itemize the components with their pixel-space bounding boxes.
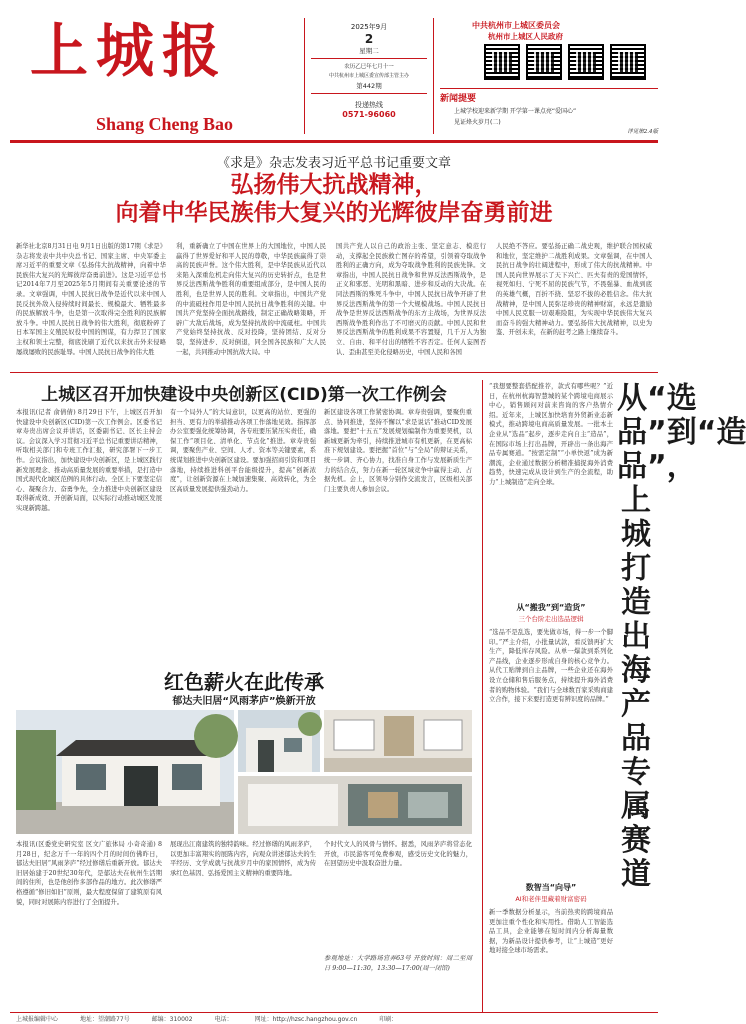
fire-visit-info: 参观地址：大学路场官弄63号 开放时间：周二至周日 9:00—11:30，13:30—17:00(周一闭馆) [324,955,472,972]
news-brief [440,88,658,134]
issue-info [304,18,434,134]
issue-lunar: 农历乙巳年七月十一 [344,64,394,70]
cross-border-body-3: 新一季数据分析显示，当前热卖的跨境商品更加注重个性化和实用性。借助人工智能选品工具，企业能够在短时间内分析海量数据，为新品设计提供参考，让“上城造”更好地对接全球市场需求。 [489,909,613,955]
hotline-number: 0571-96060 [342,110,396,119]
issue-number: 第442期 [356,82,382,90]
issue-sponsor: 中共杭州市上城区委宣传部主管主办 [328,73,409,79]
cross-border-sub1b: 三个台阶走出选品逻辑 [518,615,584,623]
news-brief-item-1[interactable]: 上城学校迎来新学期 开学第一课点亮“爱国心” [454,108,577,115]
fire-title: 红色薪火在此传承 [164,670,324,694]
issue-date: 2025年9月 [350,23,388,31]
lead-column-4: 人民绝不答应。要弘扬正确二战史观，维护联合国权威和地位，坚定维护二战胜利成果。文章强调，在中国人民抗日战争的壮阔进程中，形成了伟大的抗战精神。中国人民向世界展示了天下兴亡、匹夫有责的爱国情怀，视死如归、宁死不屈的民族气节，不畏强暴、血战到底的英雄气概，百折不挠、坚忍不拔的必胜信念。伟大抗战精神，是中国人民弥足珍贵的精神财富，永远是激励中国人民克服一切艰难险阻，为实现中华民族伟大复兴而奋斗的强大精神动力。要弘扬伟大抗战精神，以史为鉴、开创未来，在新的赶考之路上继续奋斗。 [496,243,652,337]
news-brief-label: 新闻提要 [440,94,477,104]
footer-website-link[interactable]: 网址：http://hzsc.hangzhou.gov.cn [254,1016,358,1023]
lead-kicker: 《求是》杂志发表习近平总书记重要文章 [216,156,451,171]
cross-border-sub2: 数智当“向导” [525,883,577,892]
cross-border-title: 从“选品”到“造品”，上城打造出海产品专属赛道 [617,381,746,892]
cid-column-1: 本报讯(记者 俞倩倩) 8月29日下午，上城区召开加快建设中央创新区(CID)第一次工作例会。区委书记章寿贵出席会议并讲话，区委副书记、区长主持会议。会议深入学习贯彻习近平总书记重要讲话精神，听取相关部门和专班工作汇报，研究部署下一步工作。会议指出，加快建设中央创新区，是上城区践行新发展理念、推动高质量发展的重要举措，是打造中国式现代化城区范例的具体行动。全区上下要坚定信心、凝聚合力、奋勇争先，全力推进中央创新区建设取得新成效、开创新局面，以实际行动推动城区发展实现新跨越。 [16,409,162,512]
qr-code-2 [526,44,562,80]
lead-column-1: 新华社北京8月31日电 9月1日出版的第17期《求是》杂志将发表中共中央总书记、国家主席、中央军委主席习近平的重要文章《弘扬伟大抗战精神，向着中华民族伟大复兴的光辉彼岸奋勇前进》。这是习近平总书记2014年7月至2025年5月期间有关重要论述的节录。文章强调，中国人民抗日战争是近代以来中国人民反抗外敌入侵持续时间最长、规模最大、牺牲最多的民族解放斗争，也是第一次取得完全胜利的民族解放斗争。中国人民抗日战争的伟大胜利，彻底粉碎了日本军国主义殖民奴役中国的图谋，有力捍卫了国家主权和领土完整，彻底洗刷了近代以来抗击外来侵略屡战屡败的民族耻辱。中国人民抗日战争的伟大胜 [16,243,166,356]
lead-title-1: 弘扬伟大抗战精神， [230,172,438,198]
issue-day: 2 [364,32,374,46]
footer [16,1014,656,1023]
fire-column-2: 展现出江南建筑的独特韵味。经过修缮的风雨茅庐，以更加丰富翔实的展陈内容，向观众讲述郁达夫的生平经历、文学成就与抗战岁月中的家国情怀，成为传承红色基因、弘扬爱国主义精神的重要阵地。 [170,841,316,877]
fire-column-1: 本报讯(区委党史研究室 区文广旅体局 小奇奇通) 8月28日，纪念万千一年的四个月的时间仿佛昨日，郁达夫旧居“风雨茅庐”经过修缮后重新开放。郁达夫旧居始建于20世纪30年代，是郁达夫在杭州生活期间的住所，也是他创作多部作品的地方。此次修缮严格遵循“修旧如旧”原则，最大程度保留了建筑原有风貌，同时对展陈内容进行了全面提升。 [16,841,162,906]
cid-column-2: 有一个局外人”的大局意识，以更高的站位、更强的担当、更有力的举措推动各项工作落地见效。指挥部办公室要强化统筹协调，各专班要压紧压实责任，确保工作“项目化、清单化、节点化”推进。章寿贵强调，要聚焦产业、空间、人才、资本等关键要素，系统谋划推进中央创新区建设。要加强招商引资和项目落地，持续推进科创平台能级提升，提高“创新浓度”，让创新资源在上城加速集聚、高效转化，为全区高质量发展提供强劲动力。 [170,409,316,493]
lead-title-2: 向着中华民族伟大复兴的光辉彼岸奋勇前进 [115,200,553,226]
org-name-2: 杭州市上城区人民政府 [488,32,563,41]
footer-postcode: 邮编：310002 [151,1016,193,1023]
section-rule [10,372,658,373]
org-name-1: 中共杭州市上城区委员会 [472,21,560,30]
former-residence-photo [16,710,234,834]
cid-column-3: 新区建设各项工作紧密协调。章寿贵强调，要聚焦重点、协同推进，坚持不懈以“求是说话”推动CID发展落地。要把“十五五”发展规划编制作为重要契机，以新城更新为牵引，持续推进城市有机更新，在更高标准下规划建设。要把握“首位”与“全局”的辩证关系，统一步调、齐心协力，找准自身工作与发展新质生产力的结合点，努力在新一轮区域竞争中赢得主动、占据先机。会上，区领导分别作交流发言，区级相关部门主要负责人参加会议。 [324,409,472,493]
fire-column-3: 个时代文人的风骨与情怀。据悉，风雨茅庐将常态化开放，市民游客可免费参观，感受历史文化的魅力，在回望历史中汲取奋进力量。 [324,841,472,868]
footer-phone: 电话： [214,1016,233,1023]
fire-subtitle: 郁达夫旧居“风雨茅庐”焕新开放 [172,696,316,707]
qr-code-3 [568,44,604,80]
footer-editor: 上城报编辑中心 [16,1016,59,1023]
cid-title: 上城区召开加快建设中央创新区(CID)第一次工作例会 [41,385,447,405]
masthead [0,0,668,140]
cross-border-article [482,380,746,1012]
hotline-label: 投递热线 [355,101,383,109]
qr-code-4 [610,44,646,80]
footer-printer: 印刷： [379,1016,398,1023]
exhibition-photo [324,710,472,772]
cross-border-body-2: “选品不是乱选，要先做市场，得一步一个脚印。”严主介绍，小批量试款，看反馈再扩大生产，降低库存风险。从单一爆款到系列化产品线，企业逐步形成自身的核心竞争力。从代工贴牌到自主品牌，一些企业还在海外设立仓储和售后服务点，持续提升海外消费者的购物体验。“我们与全球数百家采购商建立合作，接下来要打造更有辨识度的品牌。” [489,629,613,704]
footer-address: 地址：望潮路77号 [80,1016,130,1023]
lead-column-2: 利，重新确立了中国在世界上的大国地位，中国人民赢得了世界爱好和平人民的尊敬，中华民族赢得了崇高的民族声誉。这个伟大胜利，是中华民族从近代以来陷入深重危机走向伟大复兴的历史转折点，也是世界反法西斯战争胜利的重要组成部分，是中国人民的胜利，也是世界人民的胜利。文章指出，中国共产党的中流砥柱作用是中国人民抗日战争胜利的关键。中国共产党坚持全面抗战路线，制定正确战略策略，开辟广大敌后战场，成为坚持抗战的中流砥柱。中国共产党始终坚持抗战、反对投降，坚持团结、反对分裂，坚持进步、反对倒退，同全国各民族和广大人民一起，共同推动中国抗战大局。中 [176,243,326,356]
courtyard-photo [238,710,320,772]
issue-weekday: 星期二 [359,47,379,55]
masthead-rule [10,140,658,143]
footer-rule [10,1012,658,1013]
cross-border-lead: “我想要整套搭配推荐，款式有哪些呢？”近日，在杭州杭海智慧城的某个跨境电商展示中心，销售顾问对前来咨询的客户热情介绍。近年来，上城区加快培育外贸新业态新模式，推动跨境电商高质量发展。一批本土企业从“选品”起步，逐步走向自主“造品”，在国际市场上打出品牌，开辟出一条出海产品专属赛道。“按需定制”“小单快返”成为新潮流，企业通过数据分析精准捕捉海外消费趋势，快速完成从设计到生产的全流程，助力“上城制造”走向全球。 [489,383,613,486]
news-brief-page: 详见第2.4版 [627,129,658,135]
cross-border-sub2b: AI和老伴里藏着财富密码 [515,895,587,903]
news-brief-item-2[interactable]: 见证烽火岁月(二) [454,119,501,126]
cross-border-sub1: 从“搬我”到“造货” [516,603,586,612]
qr-code-1 [484,44,520,80]
masthead-title: 上城报 [30,17,229,85]
interior-photo [238,776,472,834]
masthead-pinyin: Shang Cheng Bao [96,114,234,134]
lead-column-3: 国共产党人以自己的政治主张、坚定意志、模范行动，支撑起全民族救亡图存的希望，引领着夺取战争胜利的正确方向，成为夺取战争胜利的民族先锋。文章指出，中国人民抗日战争和世界反法西斯战争，是正义和邪恶、光明和黑暗、进步和反动的大决战。在同法西斯的殊死斗争中，中国人民抗日战争开辟了世界反法西斯战争的第一个大规模战场。中国人民抗日战争是世界反法西斯战争的东方主战场，为世界反法西斯战争胜利作出了不可磨灭的贡献。中国人民和世界反法西斯战争的胜利成果不容置疑，几千万人为独立、自由、和平付出的牺牲不容否定。任何人妄图否认、歪曲甚至美化侵略历史，中国人民和各国 [336,243,486,356]
